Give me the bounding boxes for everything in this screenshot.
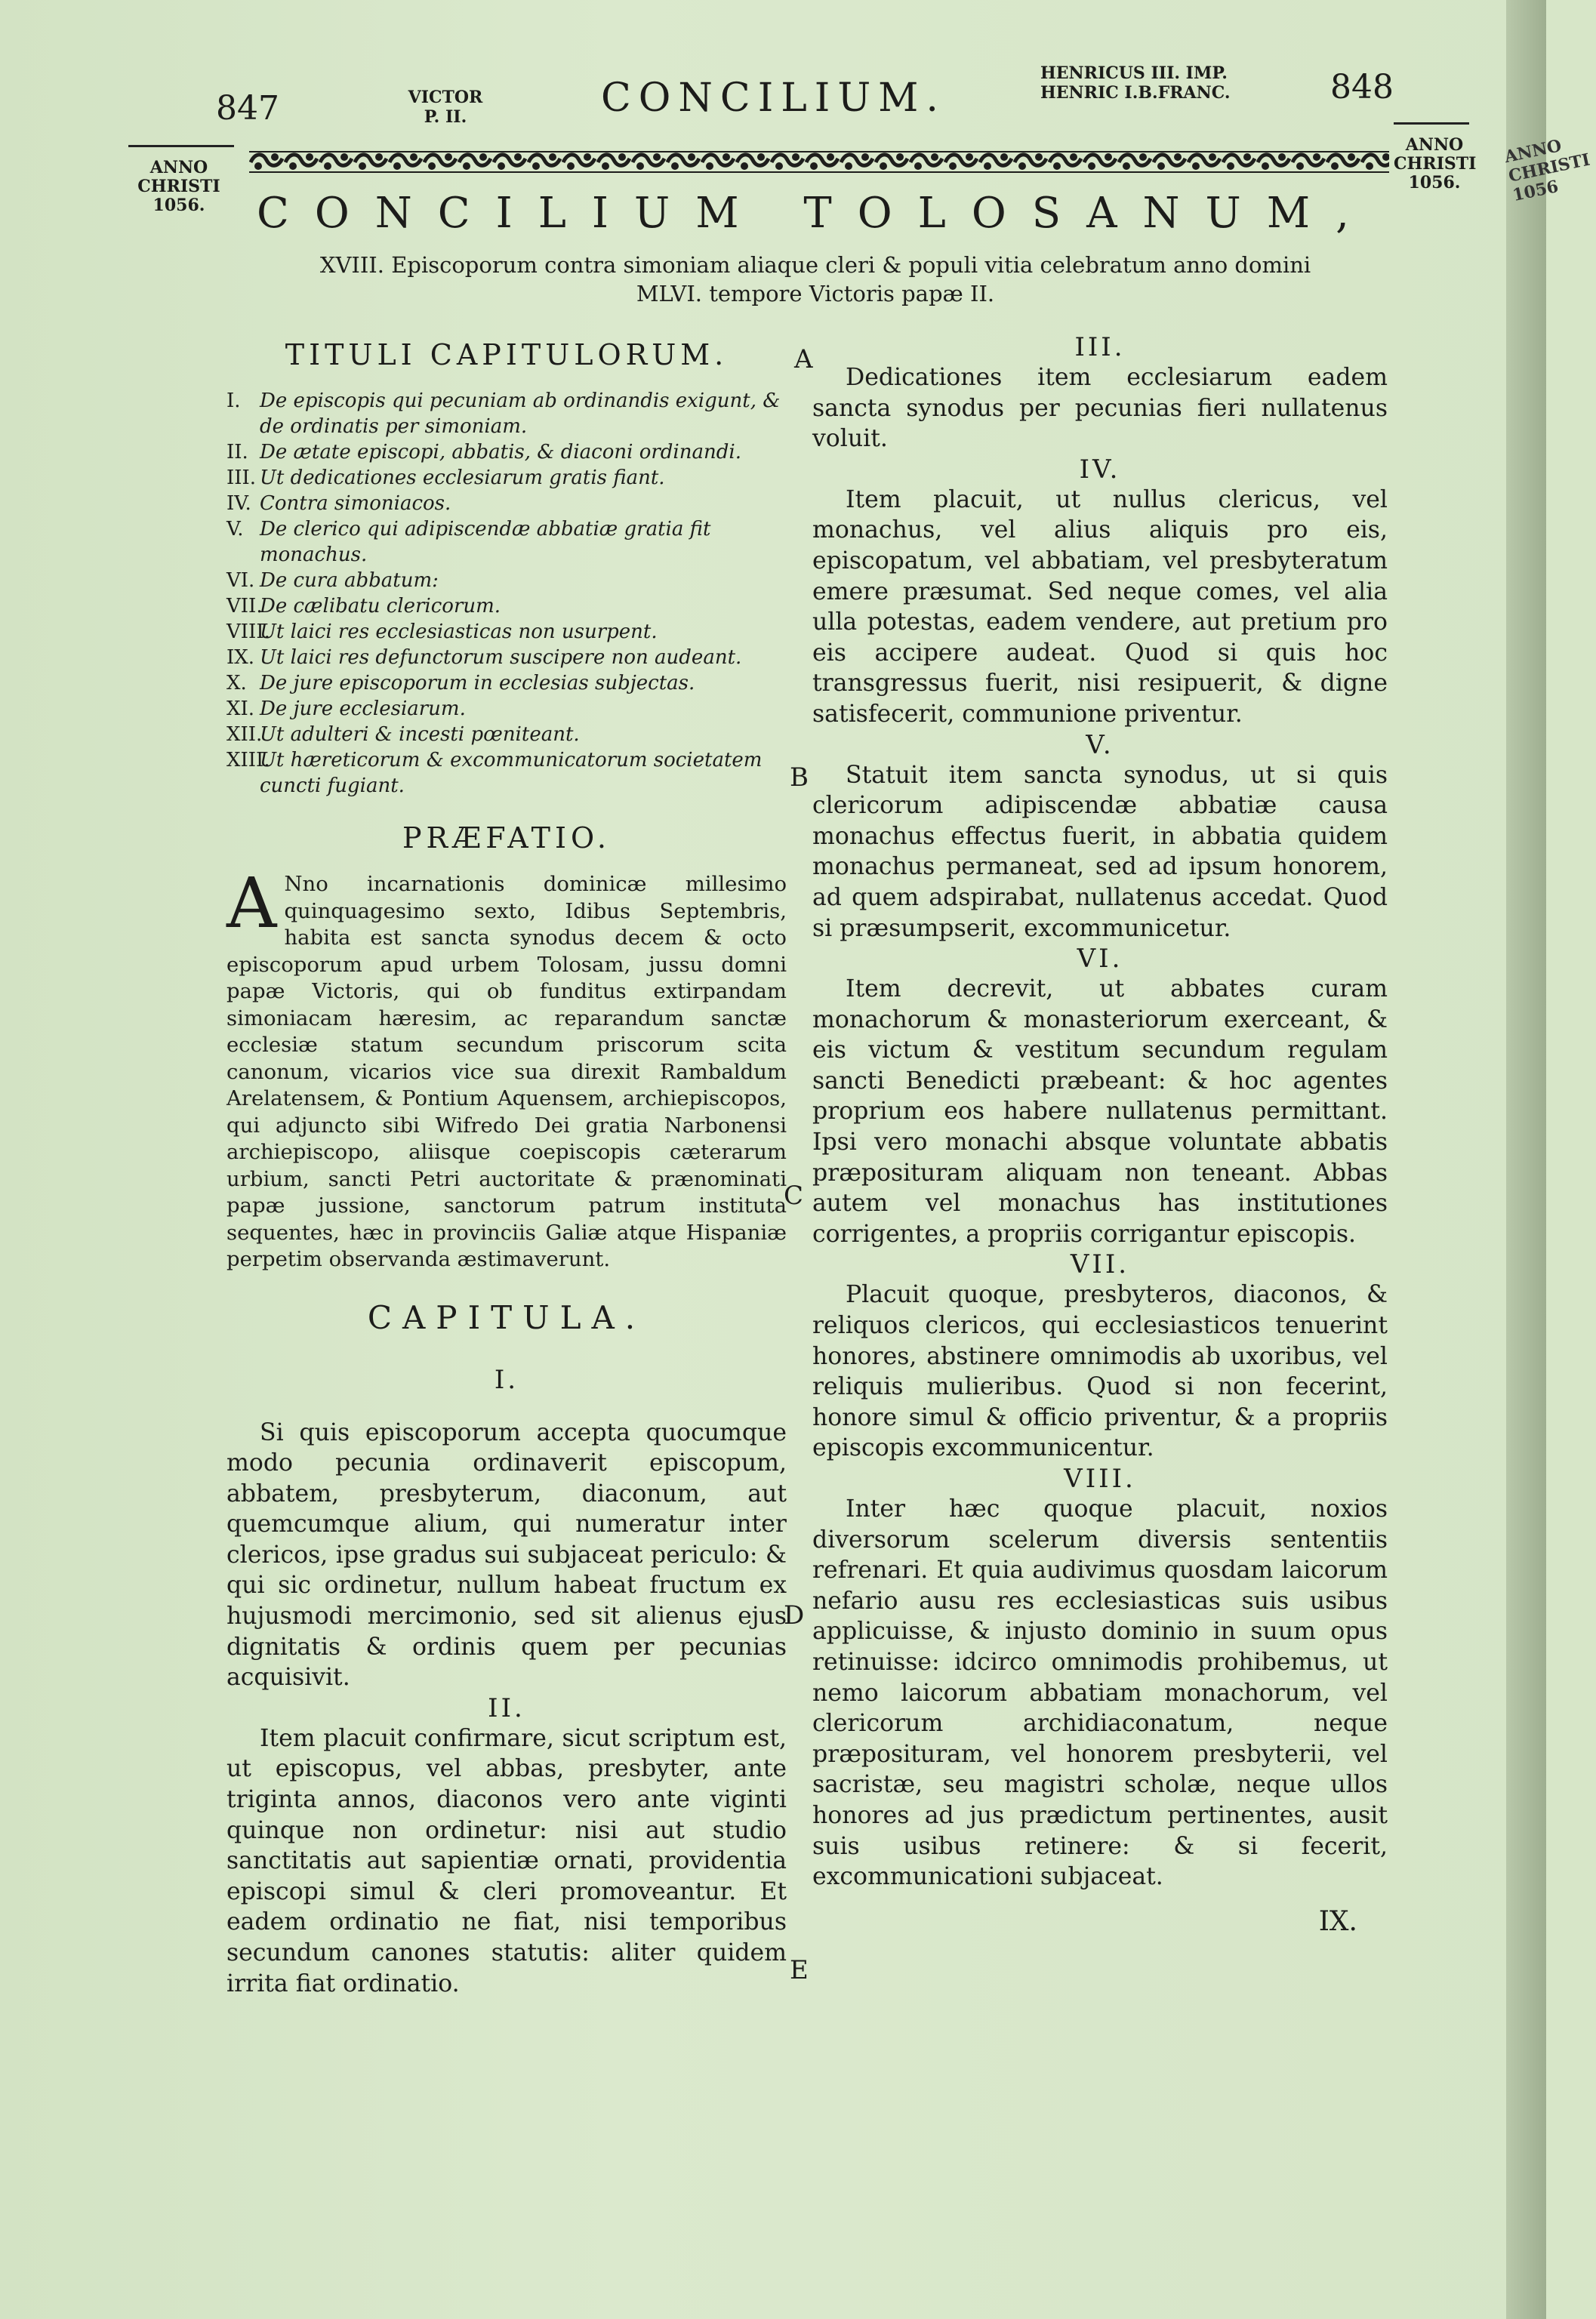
side-letter-a: A	[794, 344, 813, 374]
right-column	[812, 332, 1388, 1937]
chapter-number: VI.	[1077, 944, 1123, 975]
margin-rule-left	[128, 145, 234, 147]
toc-item: XII.Ut adulteri & incesti pœniteant.	[226, 723, 580, 746]
toc-list	[226, 388, 787, 799]
page-number-right: 848	[1330, 68, 1394, 106]
margin-rule-right	[1394, 122, 1469, 125]
next-page-edge	[1506, 0, 1546, 2319]
toc-item: VI. De cura abbatum:	[226, 569, 439, 592]
toc-item: VIII.Ut laici res ecclesiasticas non usurpent.	[226, 621, 658, 643]
side-letter-e: E	[790, 1955, 809, 1985]
page-number-left: 847	[216, 89, 279, 128]
running-head-pope: VICTOR P. II.	[408, 88, 483, 127]
running-head-title: CONCILIUM.	[601, 75, 946, 121]
chapter-text: Statuit item sancta synodus, ut si quis clericorum adipiscendæ abbatiæ causa monachus effectus fuerit, in abbatia quidem monachus permaneat, sed ad ipsum honorem, ad quem adspirabat, nullatenus accedat. Quod si præsumpserit, excommunicetur.	[812, 761, 1388, 942]
margin-note-left: ANNO CHRISTI 1056.	[137, 158, 220, 215]
toc-item: II. De ætate episcopi, abbatis, & diaconi ordinandi.	[226, 441, 741, 463]
toc-item: X. De jure episcoporum in ecclesias subjectas.	[226, 672, 695, 694]
toc-item: III. Ut dedicationes ecclesiarum gratis fiant.	[226, 467, 665, 489]
side-letter-c: C	[784, 1181, 804, 1211]
chapter-number: VII.	[1070, 1249, 1130, 1280]
praefatio-body: Nno incarnationis dominicæ millesimo quinquagesimo sexto, Idibus Septembris, habita est sancta synodus decem & octo episcoporum apud urbem Tolosam, jussu domni papæ Victoris, qui ob funditus extirpandam simoniacam hæresim, ac reparandum sanctæ ecclesiæ statum secundum priscorum scita canonum, vicarios vice sua direxit Rambaldum Arelatensem, & Pontium Aquensem, archiepiscopos, qui adjuncto sibi Wifredo Dei gratia Narbonensi archiepiscopo, aliisque coepiscopis cæterarum urbium, sancti Petri auctoritate & prænominati papæ jussione, sanctorum patrum instituta sequentes, hæc in provinciis Galiæ atque Hispaniæ perpetim observanda æstimaverunt.	[226, 872, 787, 1271]
ornamental-band	[249, 149, 1389, 175]
council-subtitle	[257, 251, 1374, 308]
chapter-text: Item placuit confirmare, sicut scriptum est, ut episcopus, vel abbas, presbyter, ante triginta annos, diaconos vero ante viginti quinque non ordinetur: nisi aut studio sanctitatis aut sapientiæ ornati, providentia episcopi simul & cleri promoveantur. Et eadem ordinatio ne fiat, nisi temporibus secundum canones statutis: aliter quidem irrita fiat ordinatio.	[226, 1724, 787, 1997]
running-head-emperor: HENRICUS III. IMP. HENRIC I.B.FRANC.	[1040, 63, 1231, 103]
chapter-text: Si quis episcoporum accepta quocumque modo pecunia ordinaverit episcopum, abbatem, presbyterum, diaconum, aut quemcumque alium, qui numeratur inter clericos, ipse gradus sui subjaceat periculo: & qui sic ordinetur, nullum habeat fructum ex hujusmodi mercimonio, sed sit alienus ejus dignitatis & ordinis quem per pecunias acquisivit.	[226, 1418, 787, 1692]
toc-item: IV. Contra simoniacos.	[226, 492, 451, 515]
praefatio-text	[226, 863, 787, 1273]
council-title: CONCILIUM TOLOSANUM,	[257, 189, 1375, 238]
toc-item: IX. Ut laici res defunctorum suscipere non audeant.	[226, 646, 742, 669]
council-subtitle-line1: XVIII. Episcoporum contra simoniam aliaque cleri & populi vitia celebratum anno domini	[319, 252, 1311, 278]
toc-item: XI. De jure ecclesiarum.	[226, 698, 466, 720]
chapter-number: VIII.	[1064, 1464, 1136, 1494]
toc-item: XIII.Ut hæreticorum & excommunicatorum societatem cuncti fugiant.	[226, 749, 763, 797]
toc-heading: TITULI CAPITULORUM.	[285, 338, 729, 371]
drop-cap: A	[226, 863, 277, 944]
next-page-margin-note: ANNO CHRISTI 1056	[1502, 135, 1592, 206]
chapter-number: II.	[488, 1692, 525, 1723]
chapter-text: Dedicationes item ecclesiarum eadem sancta synodus per pecunias fieri nullatenus voluit.	[812, 364, 1388, 453]
chapter-number: I.	[494, 1364, 519, 1395]
chapter-text: Item placuit, ut nullus clericus, vel monachus, vel alius aliquis pro eis, episcopatum, vel abbatiam, vel presbyteratum emere præsumat. Sed neque comes, vel alia ulla potestas, eadem vendere, aut pretium pro eis accipere audeat. Quod si quis hoc transgressus fuerit, nisi resipuerit, & digne satisfecerit, communione priventur.	[812, 485, 1388, 728]
chapter-text: Item decrevit, ut abbates curam monachorum & monasteriorum exerceant, & eis victum & vestitum secundum regulam sancti Benedicti præbeant: & hoc agentes proprium eos habere nullatenus permittant. Ipsi vero monachi absque voluntate abbatis præposituram aliquam non teneant. Abbas autem vel monachus has institutiones corrigentes, a propriis corrigantur episcopis.	[812, 975, 1388, 1248]
catchword: IX.	[1318, 1905, 1357, 1937]
council-subtitle-line2: MLVI. tempore Victoris papæ II.	[636, 281, 995, 306]
chapter-number: III.	[1074, 332, 1126, 362]
chapter-number: V.	[1086, 729, 1114, 760]
margin-note-right: ANNO CHRISTI 1056.	[1394, 135, 1477, 192]
chapter-number: IV.	[1079, 454, 1121, 485]
toc-item: VII.De cælibatu clericorum.	[226, 595, 501, 617]
chapter-text: Inter hæc quoque placuit, noxios diversorum scelerum diversis sententiis refrenari. Et quia audivimus quosdam laicorum nefario ausu res ecclesiasticas suis usibus applicuisse, & injusto dominio in suum opus retinuisse: idcirco omnimodis prohibemus, ut nemo laicorum abbatiam monachorum, vel clericorum archidiaconatum, neque præposituram, vel honorem presbyterii, vel sacristæ, seu magistri scholæ, neque ullos honores ad jus prædictum pertinentes, ausit suis usibus retinere: & si fecerit, excommunicationi subjaceat.	[812, 1495, 1388, 1891]
capitula-heading: CAPITULA.	[367, 1298, 646, 1336]
chapter-text: Placuit quoque, presbyteros, diaconos, & reliquos clericos, qui ecclesiasticos tenuerint honores, abstinere omnimodis ab uxoribus, vel reliquis mulieribus. Quod si non fecerint, honore simul & officio priventur, & a propriis episcopis excommunicentur.	[812, 1281, 1388, 1462]
side-letter-b: B	[790, 762, 809, 793]
left-column	[226, 338, 787, 1999]
side-letter-d: D	[784, 1600, 805, 1631]
praefatio-heading: PRÆFATIO.	[402, 821, 611, 855]
toc-item: I. De episcopis qui pecuniam ab ordinandis exigunt, & de ordinatis per simoniam.	[226, 390, 781, 438]
toc-item: V. De clerico qui adipiscendæ abbatiæ gratia fit monachus.	[226, 518, 711, 566]
